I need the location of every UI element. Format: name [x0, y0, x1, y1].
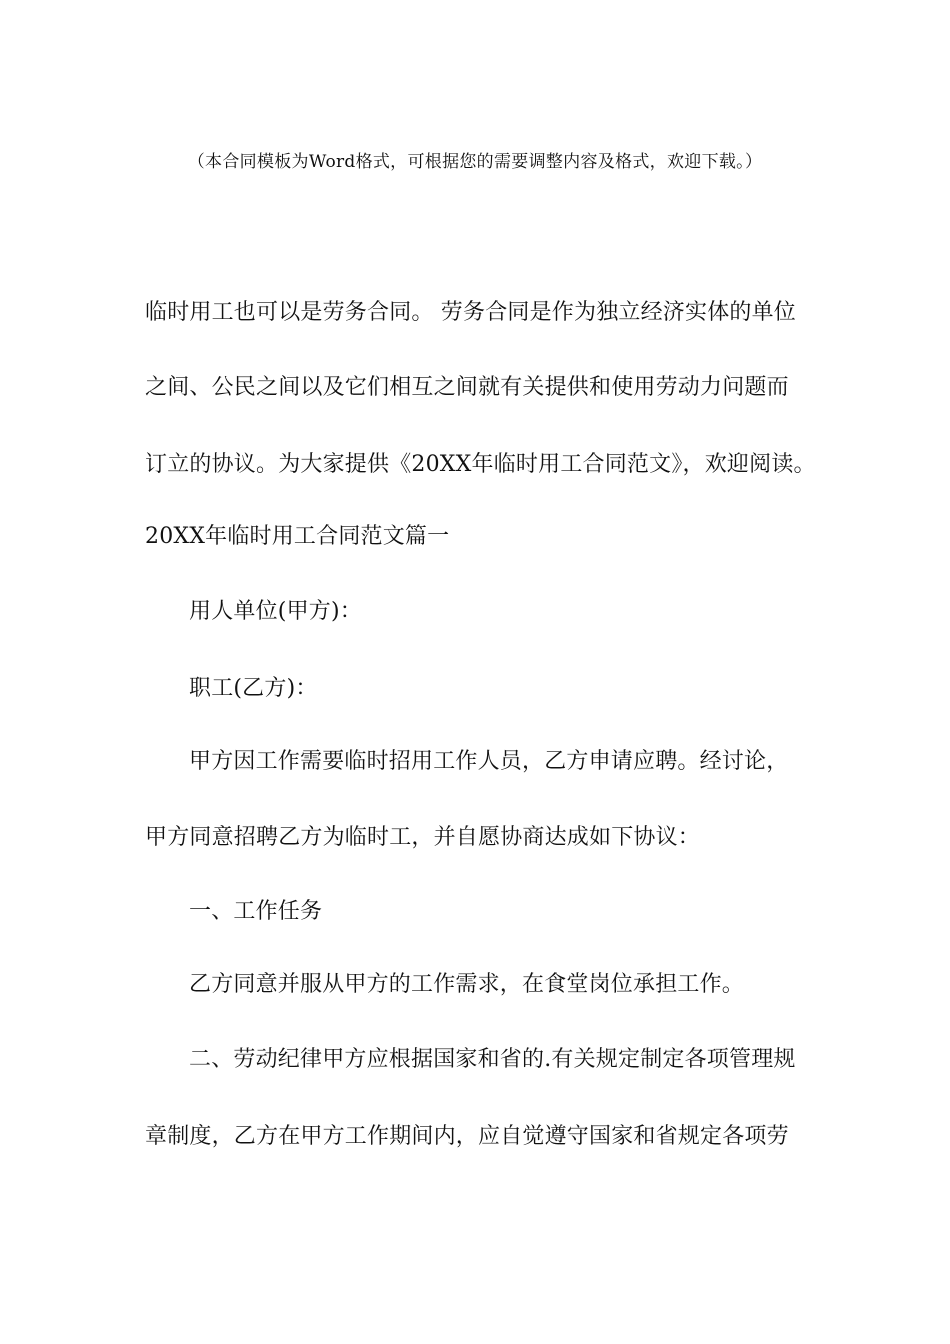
template-note: （本合同模板为Word格式，可根据您的需要调整内容及格式，欢迎下载。） — [187, 152, 763, 172]
section-heading: 20XX年临时用工合同范文篇一 — [145, 524, 450, 549]
body-line-10: 乙方同意并服从甲方的工作需求，在食堂岗位承担工作。 — [189, 972, 745, 997]
body-line-7: 甲方因工作需要临时招用工作人员，乙方申请应聘。经讨论， — [189, 749, 789, 774]
clause-heading-1: 一、工作任务 — [189, 899, 323, 924]
employer-field-label: 用人单位(甲方)： — [189, 599, 362, 624]
body-line-12: 章制度，乙方在甲方工作期间内，应自觉遵守国家和省规定各项劳 — [145, 1124, 789, 1149]
body-line-8: 甲方同意招聘乙方为临时工，并自愿协商达成如下协议： — [145, 825, 701, 850]
body-line-1: 临时用工也可以是劳务合同。 劳务合同是作为独立经济实体的单位 — [145, 300, 796, 325]
employee-field-label: 职工(乙方)： — [189, 676, 318, 701]
body-line-3: 订立的协议。为大家提供《20XX年临时用工合同范文》，欢迎阅读。 — [145, 452, 816, 477]
clause-heading-2: 二、劳动纪律甲方应根据国家和省的.有关规定制定各项管理规 — [189, 1047, 796, 1072]
body-line-2: 之间、公民之间以及它们相互之间就有关提供和使用劳动力问题而 — [145, 375, 789, 400]
